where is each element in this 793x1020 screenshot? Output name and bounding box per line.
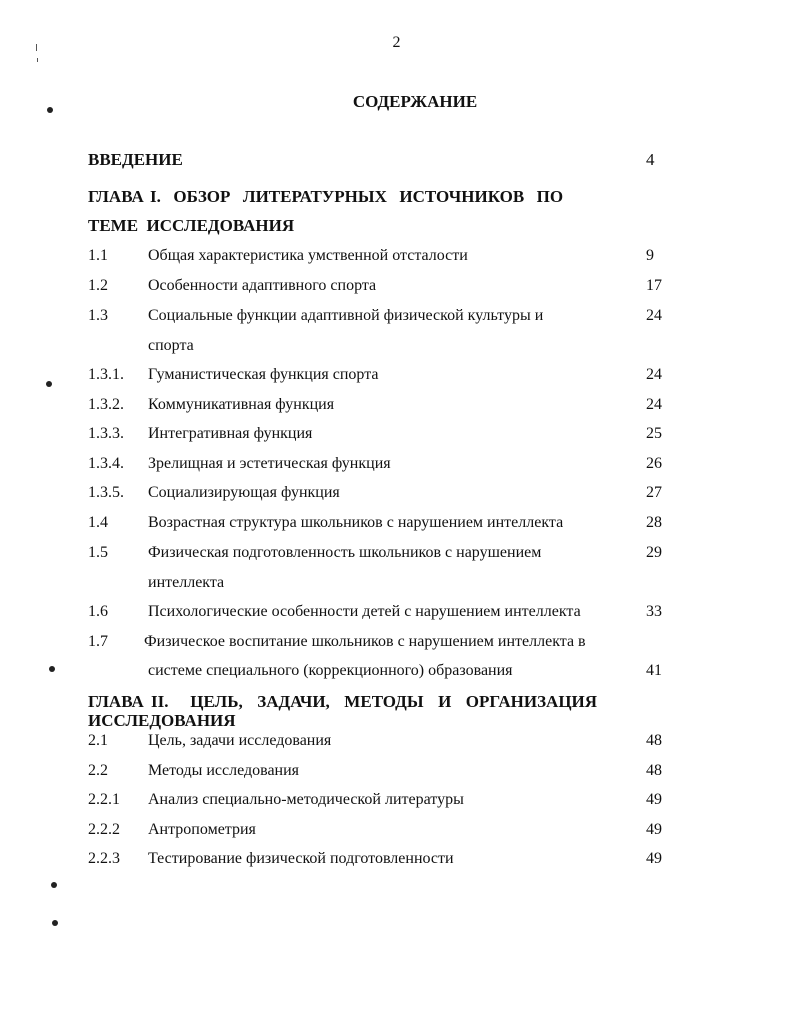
toc-entry-number: 1.7: [88, 633, 108, 650]
toc-entry-number: 1.3: [88, 307, 108, 324]
toc-entry-page: 49: [646, 821, 662, 838]
toc-entry-number: 1.3.4.: [88, 455, 124, 472]
toc-entry-number: 1.1: [88, 247, 108, 264]
toc-entry-page: 41: [646, 662, 662, 679]
toc-entry-page: 27: [646, 484, 662, 501]
chapter2-heading-line1: ГЛАВА II. ЦЕЛЬ, ЗАДАЧИ, МЕТОДЫ И ОРГАНИЗАЦИЯ: [88, 692, 598, 711]
toc-entry-page: 26: [646, 455, 662, 472]
contents-title: СОДЕРЖАНИЕ: [352, 92, 478, 111]
toc-entry-text: Гуманистическая функция спорта: [148, 366, 379, 383]
toc-entry-page: 24: [646, 307, 662, 324]
chapter1-heading-line2: ТЕМЕ ИССЛЕДОВАНИЯ: [88, 216, 295, 235]
toc-entry-page: 24: [646, 366, 662, 383]
hole-punch-dot: [46, 381, 52, 387]
toc-entry-text: Особенности адаптивного спорта: [148, 277, 377, 294]
chapter2-heading-line2: ИССЛЕДОВАНИЯ: [88, 711, 236, 730]
toc-entry-number: 1.3.1.: [88, 366, 124, 383]
intro-heading: ВВЕДЕНИЕ: [88, 150, 183, 169]
toc-entry-number: 1.2: [88, 277, 108, 294]
toc-entry-number: 1.3.2.: [88, 396, 124, 413]
toc-entry-page: 9: [646, 247, 654, 264]
toc-entry-number: 1.5: [88, 544, 108, 561]
toc-entry-text: Анализ специально-методической литературы: [148, 791, 464, 808]
toc-entry-number: 1.3.3.: [88, 425, 124, 442]
toc-entry-number: 2.2: [88, 762, 108, 779]
toc-entry-text: Общая характеристика умственной отсталости: [148, 247, 468, 264]
toc-entry-text: Антропометрия: [148, 821, 256, 838]
chapter1-heading-line1: ГЛАВА I. ОБЗОР ЛИТЕРАТУРНЫХ ИСТОЧНИКОВ ПО: [88, 187, 564, 206]
toc-entry-number: 2.2.1: [88, 791, 120, 808]
toc-entry-text-continued: интеллекта: [148, 574, 225, 591]
toc-entry-text: Физическое воспитание школьников с нарушением интеллекта в: [144, 633, 586, 650]
page-number: 2: [392, 34, 401, 51]
scan-mark: [37, 58, 38, 62]
toc-entry-text-continued: спорта: [148, 337, 194, 354]
toc-entry-page: 48: [646, 732, 662, 749]
toc-entry-text: Цель, задачи исследования: [148, 732, 332, 749]
toc-entry-page: 48: [646, 762, 662, 779]
toc-entry-text: Зрелищная и эстетическая функция: [148, 455, 391, 472]
hole-punch-dot: [51, 882, 57, 888]
toc-entry-number: 1.4: [88, 514, 108, 531]
toc-entry-page: 17: [646, 277, 662, 294]
toc-entry-text-continued: системе специального (коррекционного) образования: [148, 662, 513, 679]
toc-entry-page: 24: [646, 396, 662, 413]
toc-entry-number: 1.6: [88, 603, 108, 620]
hole-punch-dot: [52, 920, 58, 926]
toc-entry-text: Коммуникативная функция: [148, 396, 335, 413]
toc-entry-text: Физическая подготовленность школьников с нарушением: [148, 544, 542, 561]
toc-entry-page: 49: [646, 850, 662, 867]
toc-entry-text: Социальные функции адаптивной физической культуры и: [148, 307, 544, 324]
toc-entry-text: Интегративная функция: [148, 425, 313, 442]
intro-page: 4: [646, 150, 655, 169]
toc-entry-page: 33: [646, 603, 662, 620]
toc-entry-page: 49: [646, 791, 662, 808]
toc-entry-number: 2.2.2: [88, 821, 120, 838]
toc-entry-text: Психологические особенности детей с нарушением интеллекта: [148, 603, 581, 620]
toc-entry-text: Социализирующая функция: [148, 484, 340, 501]
hole-punch-dot: [49, 666, 55, 672]
toc-entry-number: 2.1: [88, 732, 108, 749]
toc-entry-page: 25: [646, 425, 662, 442]
toc-entry-text: Методы исследования: [148, 762, 300, 779]
toc-entry-page: 29: [646, 544, 662, 561]
toc-entry-text: Возрастная структура школьников с нарушением интеллекта: [148, 514, 564, 531]
toc-entry-page: 28: [646, 514, 662, 531]
toc-entry-text: Тестирование физической подготовленности: [148, 850, 454, 867]
toc-entry-number: 1.3.5.: [88, 484, 124, 501]
toc-entry-number: 2.2.3: [88, 850, 120, 867]
